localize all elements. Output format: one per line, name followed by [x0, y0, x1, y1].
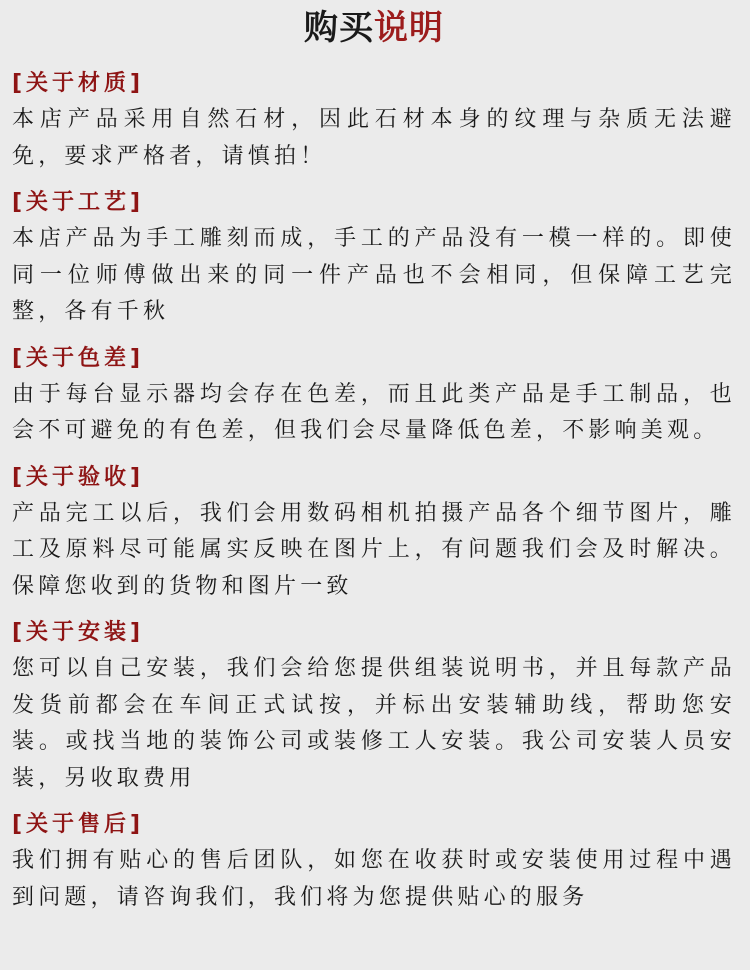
section-after-sales [12, 809, 736, 916]
section-color-difference [12, 343, 736, 450]
section-body-after-sales: 我们拥有贴心的售后团队，如您在收获时或安装使用过程中遇到问题，请咨询我们，我们将为您提供贴心的服务 [12, 848, 736, 910]
section-body-craft: 本店产品为手工雕刻而成，手工的产品没有一模一样的。即使同一位师傅做出来的同一件产品也不会相同，但保障工艺完整，各有千秋 [12, 226, 736, 324]
section-heading-installation: [关于安装] [12, 620, 145, 645]
section-body-installation: 您可以自己安装，我们会给您提供组装说明书，并且每款产品发货前都会在车间正式试按，并标出安装辅助线，帮助您安装。或找当地的装饰公司或装修工人安装。我公司安装人员安装，另收取费用 [12, 656, 736, 791]
section-craft [12, 187, 736, 331]
section-heading-material: [关于材质] [12, 71, 145, 96]
section-heading-color-difference: [关于色差] [12, 345, 145, 371]
section-installation [12, 617, 736, 797]
section-body-color-difference: 由于每台显示器均会存在色差，而且此类产品是手工制品，也会不可避免的有色差，但我们会尽量降低色差，不影响美观。 [12, 381, 736, 443]
section-heading-inspection: [关于验收] [12, 464, 145, 490]
section-body-material: 本店产品采用自然石材，因此石材本身的纹理与杂质无法避免，要求严格者，请慎拍！ [12, 107, 736, 169]
section-heading-craft: [关于工艺] [12, 190, 145, 215]
page-title-part2: 说明 [374, 8, 444, 48]
section-material [12, 68, 736, 175]
section-inspection [12, 462, 736, 606]
section-body-inspection: 产品完工以后，我们会用数码相机拍摄产品各个细节图片，雕工及原料尽可能属实反映在图片上，有问题我们会及时解决。保障您收到的货物和图片一致 [12, 500, 736, 599]
page-title-part1: 购买 [304, 8, 374, 48]
section-heading-after-sales: [关于售后] [12, 812, 145, 837]
page-title [12, 0, 736, 56]
